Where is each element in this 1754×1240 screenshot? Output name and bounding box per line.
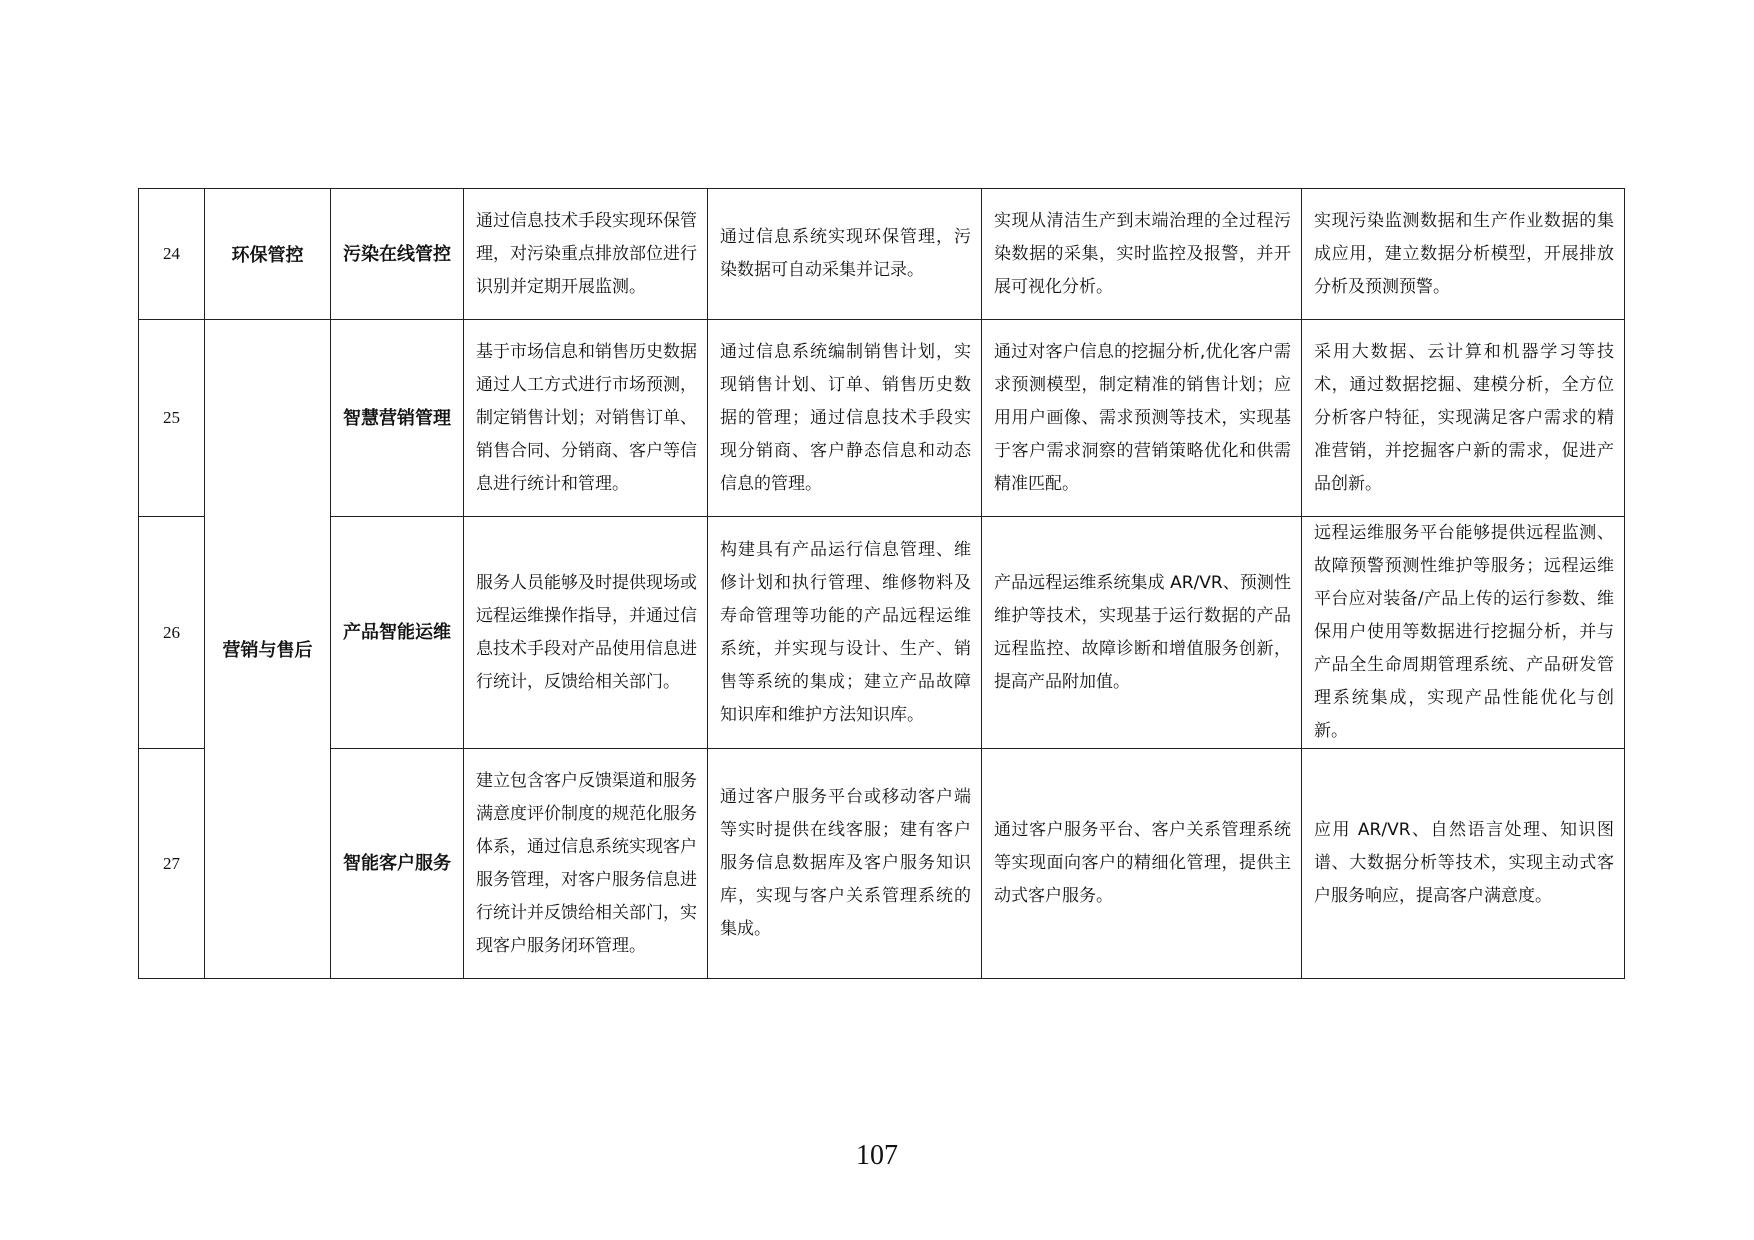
item-cell: 智慧营销管理	[331, 320, 464, 517]
table-row	[139, 189, 1625, 320]
level-2-cell: 构建具有产品运行信息管理、维修计划和执行管理、维修物料及寿命管理等功能的产品远程运维系统，并实现与设计、生产、销售等系统的集成；建立产品故障知识库和维护方法知识库。	[708, 517, 982, 749]
row-number: 27	[139, 749, 205, 979]
level-4-cell: 应用 AR/VR、自然语言处理、知识图谱、大数据分析等技术，实现主动式客户服务响应，提高客户满意度。	[1302, 749, 1625, 979]
level-2-cell: 通过信息系统实现环保管理，污染数据可自动采集并记录。	[708, 189, 982, 320]
item-cell: 智能客户服务	[331, 749, 464, 979]
row-number: 24	[139, 189, 205, 320]
level-2-cell: 通过客户服务平台或移动客户端等实时提供在线客服；建有客户服务信息数据库及客户服务知识库，实现与客户关系管理系统的集成。	[708, 749, 982, 979]
table-row	[139, 517, 1625, 749]
level-3-cell: 实现从清洁生产到末端治理的全过程污染数据的采集，实时监控及报警，并开展可视化分析。	[982, 189, 1302, 320]
level-4-cell: 实现污染监测数据和生产作业数据的集成应用，建立数据分析模型，开展排放分析及预测预警。	[1302, 189, 1625, 320]
row-number: 26	[139, 517, 205, 749]
level-1-cell: 建立包含客户反馈渠道和服务满意度评价制度的规范化服务体系，通过信息系统实现客户服务管理，对客户服务信息进行统计并反馈给相关部门，实现客户服务闭环管理。	[464, 749, 708, 979]
level-1-cell: 基于市场信息和销售历史数据通过人工方式进行市场预测，制定销售计划；对销售订单、销售合同、分销商、客户等信息进行统计和管理。	[464, 320, 708, 517]
level-3-cell: 通过对客户信息的挖掘分析,优化客户需求预测模型，制定精准的销售计划；应用用户画像、需求预测等技术，实现基于客户需求洞察的营销策略优化和供需精准匹配。	[982, 320, 1302, 517]
capability-table	[138, 188, 1625, 979]
level-3-cell: 产品远程运维系统集成 AR/VR、预测性维护等技术，实现基于运行数据的产品远程监控、故障诊断和增值服务创新，提高产品附加值。	[982, 517, 1302, 749]
table-row	[139, 749, 1625, 979]
level-2-cell: 通过信息系统编制销售计划，实现销售计划、订单、销售历史数据的管理；通过信息技术手段实现分销商、客户静态信息和动态信息的管理。	[708, 320, 982, 517]
category-cell: 环保管控	[205, 189, 331, 320]
table-row	[139, 320, 1625, 517]
level-4-cell: 远程运维服务平台能够提供远程监测、故障预警预测性维护等服务；远程运维平台应对装备/产品上传的运行参数、维保用户使用等数据进行挖掘分析，并与产品全生命周期管理系统、产品研发管理系统集成，实现产品性能优化与创新。	[1302, 517, 1625, 749]
level-1-cell: 服务人员能够及时提供现场或远程运维操作指导，并通过信息技术手段对产品使用信息进行统计，反馈给相关部门。	[464, 517, 708, 749]
level-4-cell: 采用大数据、云计算和机器学习等技术，通过数据挖掘、建模分析，全方位分析客户特征，实现满足客户需求的精准营销，并挖掘客户新的需求，促进产品创新。	[1302, 320, 1625, 517]
level-1-cell: 通过信息技术手段实现环保管理，对污染重点排放部位进行识别并定期开展监测。	[464, 189, 708, 320]
item-cell: 污染在线管控	[331, 189, 464, 320]
category-cell: 营销与售后	[205, 320, 331, 979]
level-3-cell: 通过客户服务平台、客户关系管理系统等实现面向客户的精细化管理，提供主动式客户服务。	[982, 749, 1302, 979]
row-number: 25	[139, 320, 205, 517]
page-number: 107	[856, 1140, 898, 1171]
item-cell: 产品智能运维	[331, 517, 464, 749]
